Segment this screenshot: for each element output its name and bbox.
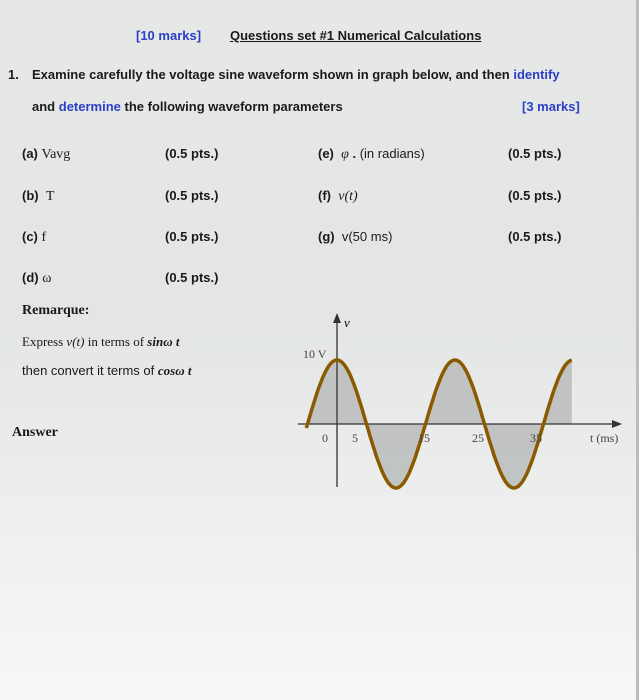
question-text-2b: the following waveform parameters <box>124 99 343 114</box>
question-text-1: Examine carefully the voltage sine waveform shown in graph below, and then <box>32 67 510 82</box>
item-a-pts: (0.5 pts.) <box>165 146 219 161</box>
tick-25: 25 <box>472 431 484 445</box>
question-text-2a: and <box>32 99 56 114</box>
item-d-pts: (0.5 pts.) <box>165 270 219 285</box>
item-b: (b) T <box>22 188 55 204</box>
x-axis-label: t (ms) <box>590 431 619 445</box>
tick-35: 35 <box>530 431 542 445</box>
question-marks: [3 marks] <box>522 99 580 114</box>
question-number: 1. <box>8 67 19 82</box>
item-a: (a) Vavg <box>22 146 71 162</box>
tick-0: 0 <box>322 431 328 445</box>
y-axis-label: v <box>344 315 350 330</box>
determine-highlight: determine <box>58 99 121 114</box>
amplitude-label: 10 V <box>303 347 327 361</box>
item-g: (g) v(50 ms) <box>318 229 393 244</box>
item-e: (e) φ . (in radians) <box>318 146 425 162</box>
item-d: (d) ω <box>22 270 52 286</box>
item-f: (f) v(t) <box>318 188 358 204</box>
item-f-pts: (0.5 pts.) <box>508 188 562 203</box>
item-g-pts: (0.5 pts.) <box>508 229 562 244</box>
answer-label: Answer <box>12 425 58 440</box>
item-e-pts: (0.5 pts.) <box>508 146 562 161</box>
voltage-axis-arrow <box>333 313 341 323</box>
identify-highlight: identify <box>513 67 560 82</box>
remark-title: Remarque: <box>22 303 90 318</box>
item-c-pts: (0.5 pts.) <box>165 229 219 244</box>
item-c: (c) f <box>22 229 47 245</box>
total-marks: [10 marks] <box>136 28 202 43</box>
tick-15: 15 <box>418 431 430 445</box>
remark-line-1: Express v(t) in terms of sinω t <box>22 334 180 349</box>
tick-5: 5 <box>352 431 358 445</box>
remark-line-2: then convert it terms of cosω t <box>22 363 192 378</box>
time-axis-arrow <box>612 420 622 428</box>
item-b-pts: (0.5 pts.) <box>165 188 219 203</box>
page-title: Questions set #1 Numerical Calculations <box>230 28 482 43</box>
